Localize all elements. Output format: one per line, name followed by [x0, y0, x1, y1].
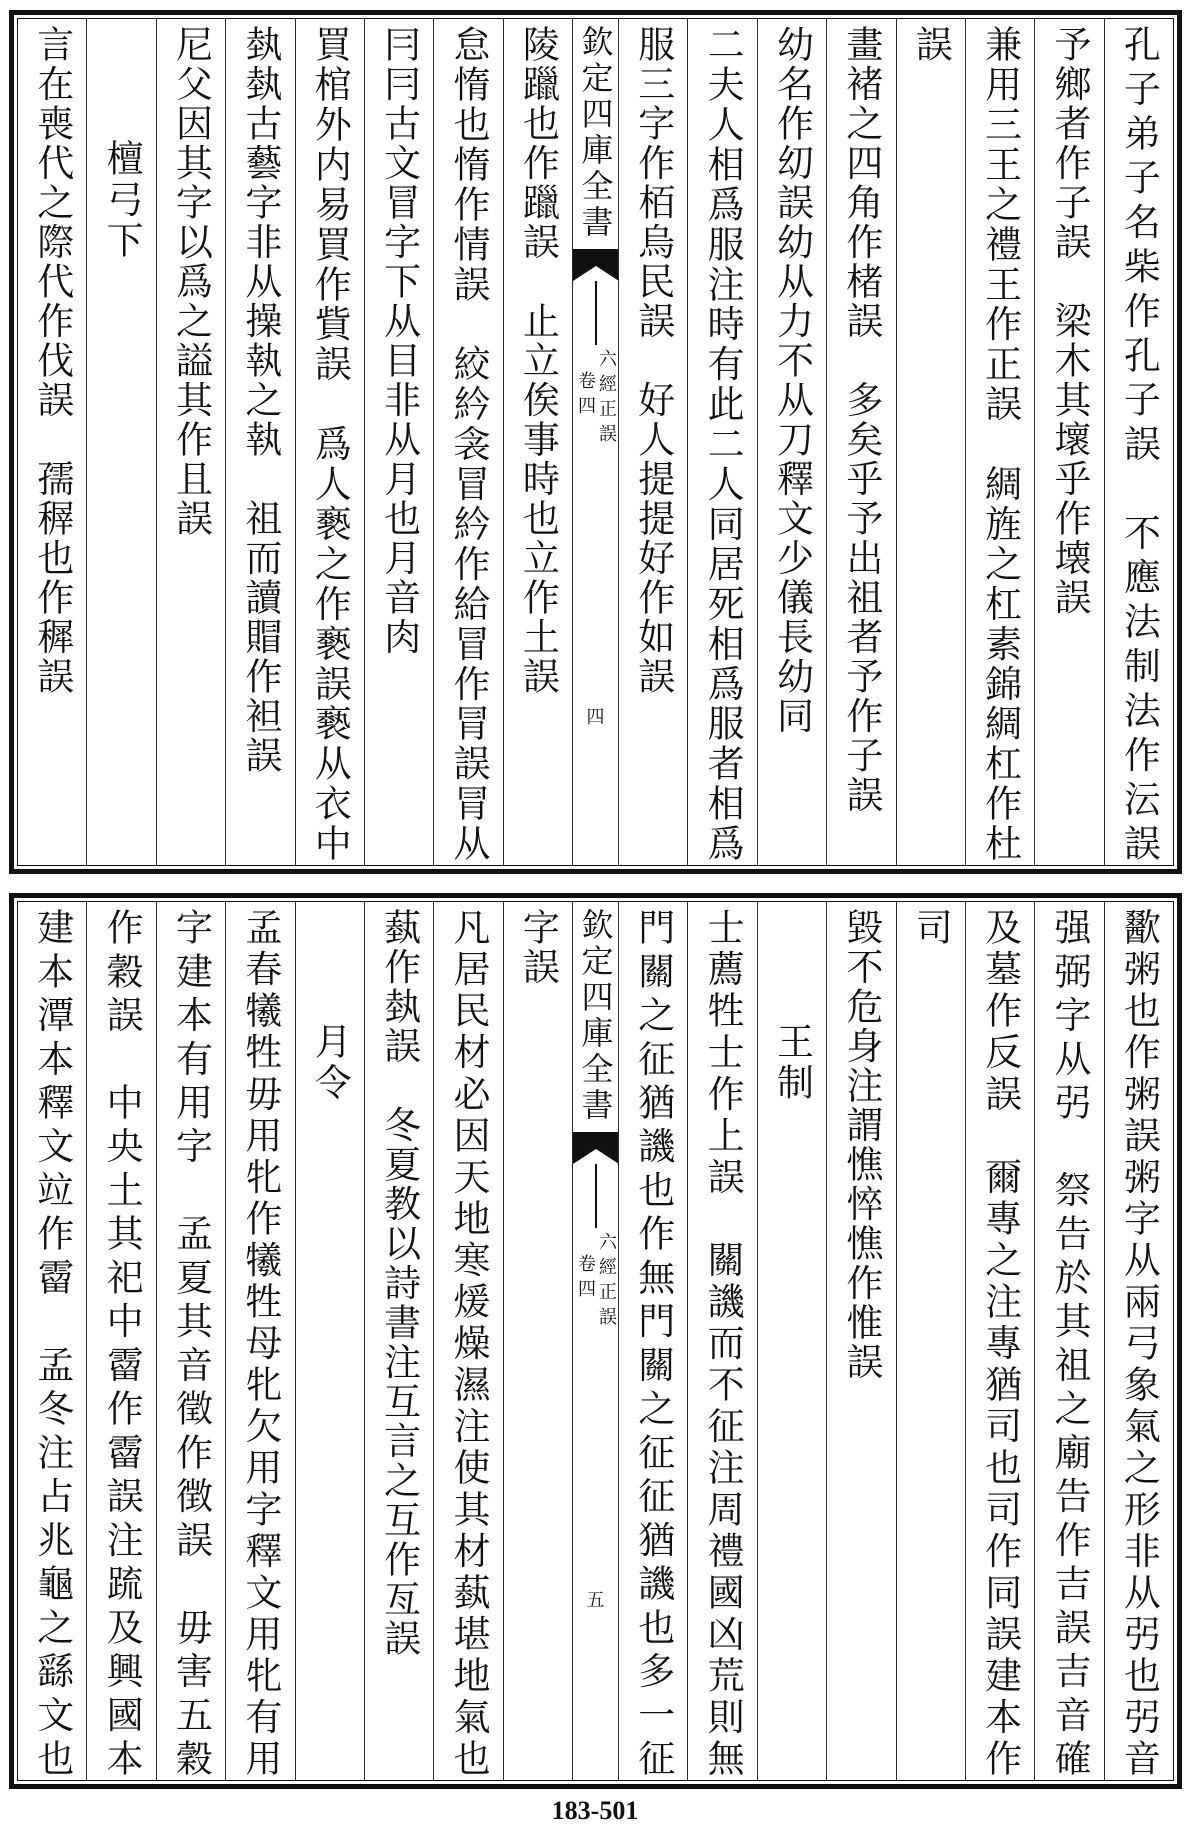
- text-column: [295, 19, 364, 865]
- column-text: 埶埶古藝字非从操執之執 祖而讀賵作袒誤: [238, 25, 282, 776]
- page-number: 183-501: [551, 1796, 639, 1825]
- column-text: 兼用三王之禮王作正誤 綢旌之杠素錦綢杠作杜: [978, 25, 1022, 861]
- text-column: [1104, 902, 1173, 1780]
- text-column: [433, 19, 502, 865]
- fold-volume: 卷四: [575, 371, 596, 421]
- text-column: [225, 19, 294, 865]
- section-heading: 月令: [308, 1022, 352, 1104]
- text-column: [156, 902, 225, 1780]
- column-text: 司: [909, 908, 953, 948]
- column-text: 凡居民材必因天地寒煖燥濕注使其材蓺堪地氣也: [446, 908, 490, 1776]
- section-heading: 王制: [770, 1022, 814, 1104]
- text-column: [757, 19, 826, 865]
- column-text: 畫褚之四角作楮誤 多矣乎予出祖者予作子誤: [839, 25, 883, 815]
- column-text: 建本潭本釋文竝作霤 孟冬注占兆龜之繇文也: [30, 908, 74, 1776]
- fishtail-mark: [573, 249, 618, 281]
- text-column: [826, 902, 895, 1780]
- column-text: 毀不危身注謂憔悴憔作惟誤: [839, 908, 883, 1382]
- text-column: [687, 19, 756, 865]
- column-text: 言在喪代之際代作伐誤 孺稺也作穉誤: [30, 25, 74, 697]
- fold-title: 欽定四庫全書: [576, 25, 615, 241]
- column-text: 買棺外内易買作貲誤 爲人褻之作褻誤褻从衣中: [308, 25, 352, 861]
- text-column: [618, 902, 687, 1780]
- section-heading-column: [86, 19, 155, 865]
- column-text: 孟春犧牲毋用牝作犧牲母牝欠用字釋文用牝有用: [238, 908, 282, 1776]
- fold-volume: 卷四: [575, 1254, 596, 1304]
- text-column: [1034, 19, 1103, 865]
- column-text: 誤: [909, 25, 953, 65]
- text-column: [687, 902, 756, 1780]
- fold-book-title: 六經正誤: [596, 1232, 617, 1332]
- section-heading-column: [757, 902, 826, 1780]
- fold-title: 欽定四庫全書: [576, 908, 615, 1124]
- text-column: [826, 19, 895, 865]
- text-column: [225, 902, 294, 1780]
- column-text: 作穀誤 中央土其祀中霤作霤誤注䟽及興國本: [100, 908, 144, 1776]
- fold-book-title: 六經正誤: [596, 349, 617, 449]
- text-column: [896, 19, 965, 865]
- text-column: [965, 902, 1034, 1780]
- column-text: 及墓作反誤 爾專之注專猶司也司作同誤建本作: [978, 908, 1022, 1776]
- section-heading: 檀弓下: [100, 139, 144, 262]
- fold-leaf-number: 五: [586, 1590, 605, 1611]
- column-text: 蓺作埶誤 冬夏教以詩書注互言之互作亙誤: [377, 908, 421, 1659]
- lower-leaf-frame: [17, 901, 1174, 1781]
- text-column: [1034, 902, 1103, 1780]
- text-column: [156, 19, 225, 865]
- column-text: 强弼字从弜 祭告於其祖之廟告作吉誤吉音確: [1047, 908, 1091, 1776]
- fold-center-line: [595, 1164, 597, 1228]
- column-text: 門關之征猶譏也作無門關之征征猶譏也多一征: [631, 908, 675, 1776]
- column-text: 怠惰也惰作情誤 絞紟衾冒紟作給冒作冐誤冐从: [446, 25, 490, 861]
- text-column: [1104, 19, 1173, 865]
- text-column: [86, 902, 155, 1780]
- text-column: [965, 19, 1034, 865]
- fold-center-column: [572, 902, 618, 1780]
- text-column: [503, 902, 572, 1780]
- column-text: 字建本有用字 孟夏其音徵作徴誤 毋害五穀: [169, 908, 213, 1776]
- column-text: 尼父因其字以爲之謚其作且誤: [169, 25, 213, 539]
- text-column: [18, 19, 86, 865]
- column-text: 孔子弟子名柴作孔子誤 不應法制法作沄誤: [1117, 25, 1161, 861]
- fishtail-mark: [573, 1132, 618, 1164]
- column-text: 服三字作栢烏民誤 好人提提好作如誤: [631, 25, 675, 697]
- text-column: [503, 19, 572, 865]
- fold-center-line: [595, 281, 597, 345]
- column-text: 幼名作㓜誤幼从力不从刀釋文少儀長幼同: [770, 25, 814, 736]
- column-text: 二夫人相爲服注時有此二人同居死相爲服者相爲: [701, 25, 745, 861]
- upper-leaf-frame: [17, 18, 1174, 866]
- section-heading-column: [295, 902, 364, 1780]
- fold-center-column: [572, 19, 618, 865]
- fold-leaf-number: 四: [586, 707, 605, 728]
- lower-leaf: [9, 893, 1182, 1789]
- text-column: [364, 902, 433, 1780]
- column-text: 冃冃古文冒字下从目非从月也月音肉: [377, 25, 421, 657]
- column-text: 予鄉者作子誤 梁木其壞乎作壊誤: [1047, 25, 1091, 618]
- upper-leaf: [9, 10, 1182, 874]
- text-column: [364, 19, 433, 865]
- column-text: 歠粥也作粥誤粥字从兩弓象氣之形非从弜也弜音: [1117, 908, 1161, 1776]
- text-column: [896, 902, 965, 1780]
- column-text: 陵躐也作躐誤 止立俟事時也立作土誤: [516, 25, 560, 697]
- column-text: 字誤: [516, 908, 560, 987]
- text-column: [618, 19, 687, 865]
- column-text: 士薦牲士作上誤 關譏而不征注周禮國凶荒則無: [701, 908, 745, 1776]
- text-column: [18, 902, 86, 1780]
- text-column: [433, 902, 502, 1780]
